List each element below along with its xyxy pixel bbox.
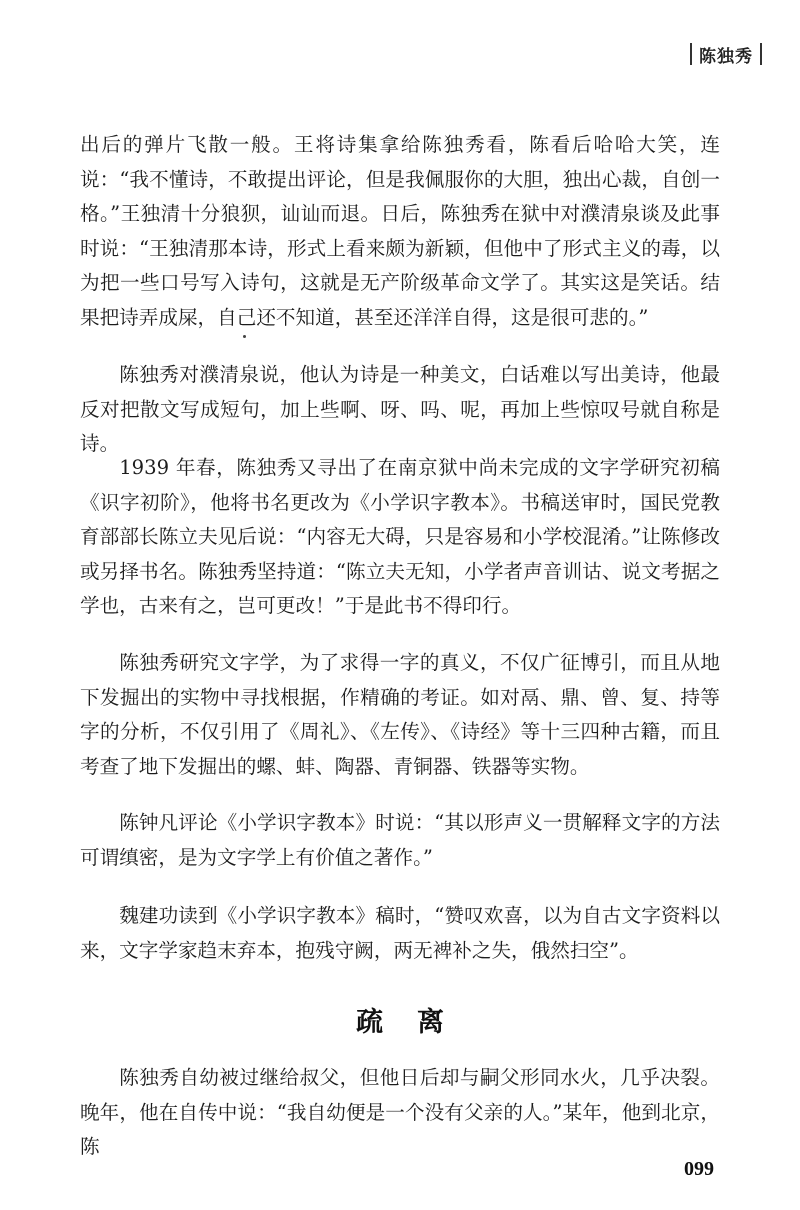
running-title: 陈独秀 (699, 46, 753, 67)
running-header (690, 40, 762, 68)
section-heading: 疏离 (356, 1007, 478, 1038)
page-number: 099 (684, 1158, 714, 1180)
body-paragraph: 陈独秀研究文字学，为了求得一字的真义，不仅广征博引，而且从地下发掘出的实物中寻找根据，作精确的考证。如对鬲、鼎、曾、复、持等字的分析，不仅引用了《周礼》、《左传》、《诗经》等十三四种古籍，而且考查了地下发掘出的螺、蚌、陶器、青铜器、铁器等实物。 (80, 651, 720, 778)
body-paragraph: 陈钟凡评论《小学识字教本》时说：“其以形声义一贯解释文字的方法可谓缜密，是为文字学上有价值之著作。” (80, 811, 720, 869)
body-paragraph: 1939 年春，陈独秀又寻出了在南京狱中尚未完成的文字学研究初稿《识字初阶》，他将书名更改为《小学识字教本》。书稿送审时，国民党教育部部长陈立夫见后说：“内容无大碍，只是容易和小学校混淆。”让陈修改或另择书名。陈独秀坚持道：“陈立夫无知，小学者声音训诂、说文考据之学也，古来有之，岂可更改！”于是此书不得印行。 (80, 456, 720, 617)
body-paragraph: 陈独秀对濮清泉说，他认为诗是一种美文，白话难以写出美诗，他最反对把散文写成短句，加上些啊、呀、吗、呢，再加上些惊叹号就自称是诗。 (80, 363, 720, 455)
body-paragraph-continued: 出后的弹片飞散一般。王将诗集拿给陈独秀看，陈看后哈哈大笑，连说：“我不懂诗，不敢提出评论，但是我佩服你的大胆，独出心裁，自创一格。”王独清十分狼狈，讪讪而退。日后，陈独秀在狱中对濮清泉谈及此事时说：“王独清那本诗，形式上看来颇为新颖，但他中了形式主义的毒，以为把一些口号写入诗句，这就是无产阶级革命文学了。其实这是笑话。结果把诗弄成屎，自己还不知道，甚至还洋洋自得，这是很可悲的。” (80, 133, 720, 329)
header-right-rule (760, 43, 762, 65)
section-first-paragraph: 陈独秀自幼被过继给叔父，但他日后却与嗣父形同水火，几乎决裂。晚年，他在自传中说：“我自幼便是一个没有父亲的人。”某年，他到北京，陈 (80, 1066, 720, 1158)
print-speck (243, 335, 246, 338)
body-paragraph: 魏建功读到《小学识字教本》稿时，“赞叹欢喜，以为自古文字资料以来，文字学家趋末弃本，抱残守阙，两无裨补之失，俄然扫空”。 (80, 904, 720, 962)
